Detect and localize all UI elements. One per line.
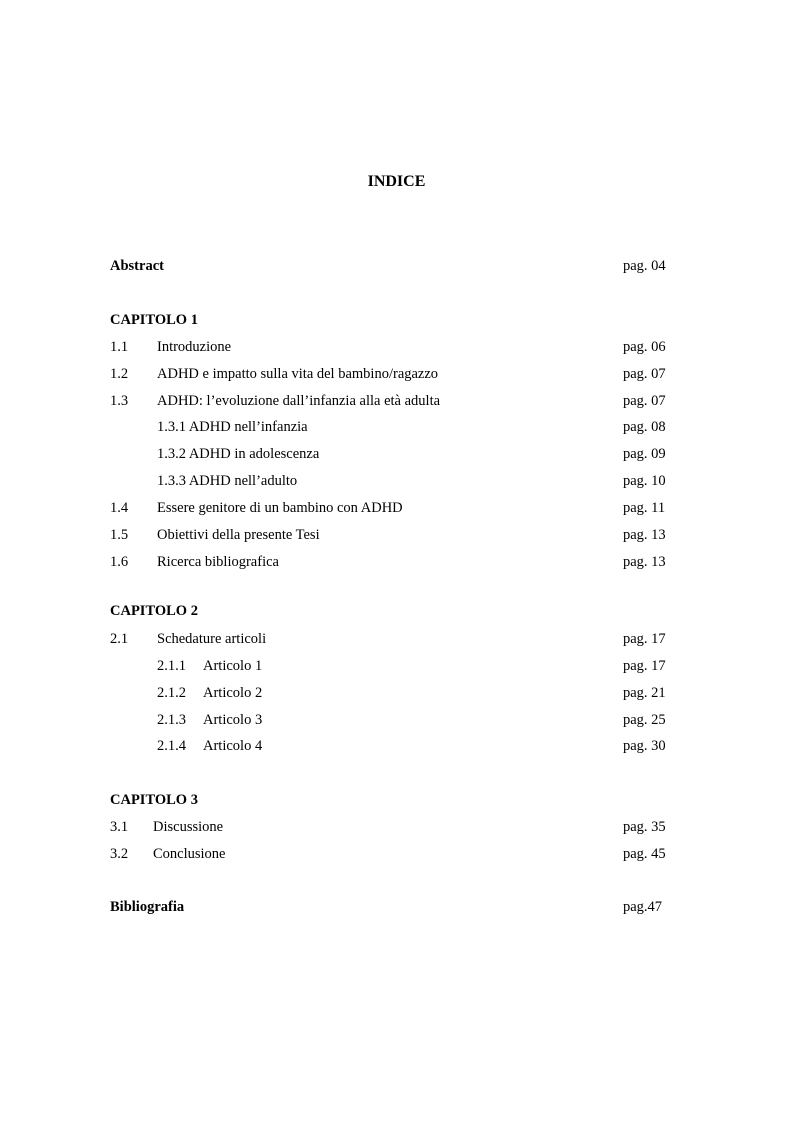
toc-number: 2.1.1 [157, 658, 186, 674]
toc-page: pag. 17 [623, 631, 666, 647]
toc-number: 1.6 [110, 554, 129, 570]
toc-page: pag. 13 [623, 554, 666, 570]
chapter-heading-label: CAPITOLO 1 [110, 312, 198, 328]
toc-label: Obiettivi della presente Tesi [157, 527, 320, 543]
toc-page: pag. 21 [623, 685, 666, 701]
toc-label: Essere genitore di un bambino con ADHD [157, 500, 403, 516]
chapter-heading-label: CAPITOLO 3 [110, 792, 198, 808]
toc-subentry[interactable] [0, 471, 793, 491]
toc-entry[interactable] [0, 498, 793, 518]
toc-number: 1.2 [110, 366, 129, 382]
chapter-heading-2[interactable] [0, 601, 793, 621]
toc-label: 1.3.1 ADHD nell’infanzia [157, 419, 308, 435]
toc-label: Bibliografia [110, 899, 185, 915]
toc-entry-abstract[interactable] [0, 256, 793, 276]
toc-label: Schedature articoli [157, 631, 267, 647]
toc-number: 2.1.2 [157, 685, 186, 701]
toc-page: pag. 07 [623, 393, 666, 409]
toc-page: pag. 13 [623, 527, 666, 543]
chapter-heading-label: CAPITOLO 2 [110, 603, 198, 619]
toc-entry[interactable] [0, 391, 793, 411]
toc-number: 1.4 [110, 500, 129, 516]
toc-label: Articolo 2 [203, 685, 263, 701]
toc-page: pag. 04 [623, 258, 666, 274]
toc-entry[interactable] [0, 337, 793, 357]
toc-entry[interactable] [0, 817, 793, 837]
toc-label: ADHD: l’evoluzione dall’infanzia alla età adulta [157, 393, 441, 409]
toc-number: 1.3 [110, 393, 129, 409]
page-title: INDICE [367, 173, 426, 190]
toc-entry[interactable] [0, 844, 793, 864]
toc-number: 2.1.4 [157, 738, 186, 754]
toc-number: 1.5 [110, 527, 129, 543]
toc-subentry[interactable] [0, 417, 793, 437]
toc-page: pag.47 [623, 899, 663, 915]
toc-subentry[interactable] [0, 710, 793, 730]
toc-page: pag. 08 [623, 419, 666, 435]
toc-entry-bibliography[interactable] [0, 897, 793, 917]
chapter-heading-1[interactable] [0, 310, 793, 330]
toc-number: 3.1 [110, 819, 129, 835]
toc-label: 1.3.3 ADHD nell’adulto [157, 473, 298, 489]
toc-number: 3.2 [110, 846, 129, 862]
toc-label: Abstract [110, 258, 164, 274]
toc-entry[interactable] [0, 629, 793, 649]
toc-page: pag. 07 [623, 366, 666, 382]
toc-label: ADHD e impatto sulla vita del bambino/ragazzo [157, 366, 439, 382]
toc-page: pag. 45 [623, 846, 666, 862]
toc-number: 2.1 [110, 631, 129, 647]
toc-page: pag. 25 [623, 712, 666, 728]
toc-subentry[interactable] [0, 736, 793, 756]
toc-number: 2.1.3 [157, 712, 186, 728]
toc-entry[interactable] [0, 525, 793, 545]
toc-label: Articolo 3 [203, 712, 263, 728]
toc-number: 1.1 [110, 339, 129, 355]
toc-label: Conclusione [153, 846, 226, 862]
toc-entry[interactable] [0, 364, 793, 384]
toc-page: pag. 09 [623, 446, 666, 462]
toc-label: Ricerca bibliografica [157, 554, 279, 570]
toc-page: pag. 11 [623, 500, 666, 516]
toc-label: Discussione [153, 819, 224, 835]
toc-subentry[interactable] [0, 656, 793, 676]
toc-subentry[interactable] [0, 444, 793, 464]
toc-page: pag. 17 [623, 658, 666, 674]
toc-page: pag. 06 [623, 339, 666, 355]
toc-page: pag. 35 [623, 819, 666, 835]
toc-label: Articolo 4 [203, 738, 263, 754]
toc-page: pag. 30 [623, 738, 666, 754]
toc-subentry[interactable] [0, 683, 793, 703]
toc-entry[interactable] [0, 552, 793, 572]
toc-label: 1.3.2 ADHD in adolescenza [157, 446, 320, 462]
toc-label: Introduzione [157, 339, 232, 355]
chapter-heading-3[interactable] [0, 790, 793, 810]
toc-label: Articolo 1 [203, 658, 263, 674]
toc-page: pag. 10 [623, 473, 666, 489]
